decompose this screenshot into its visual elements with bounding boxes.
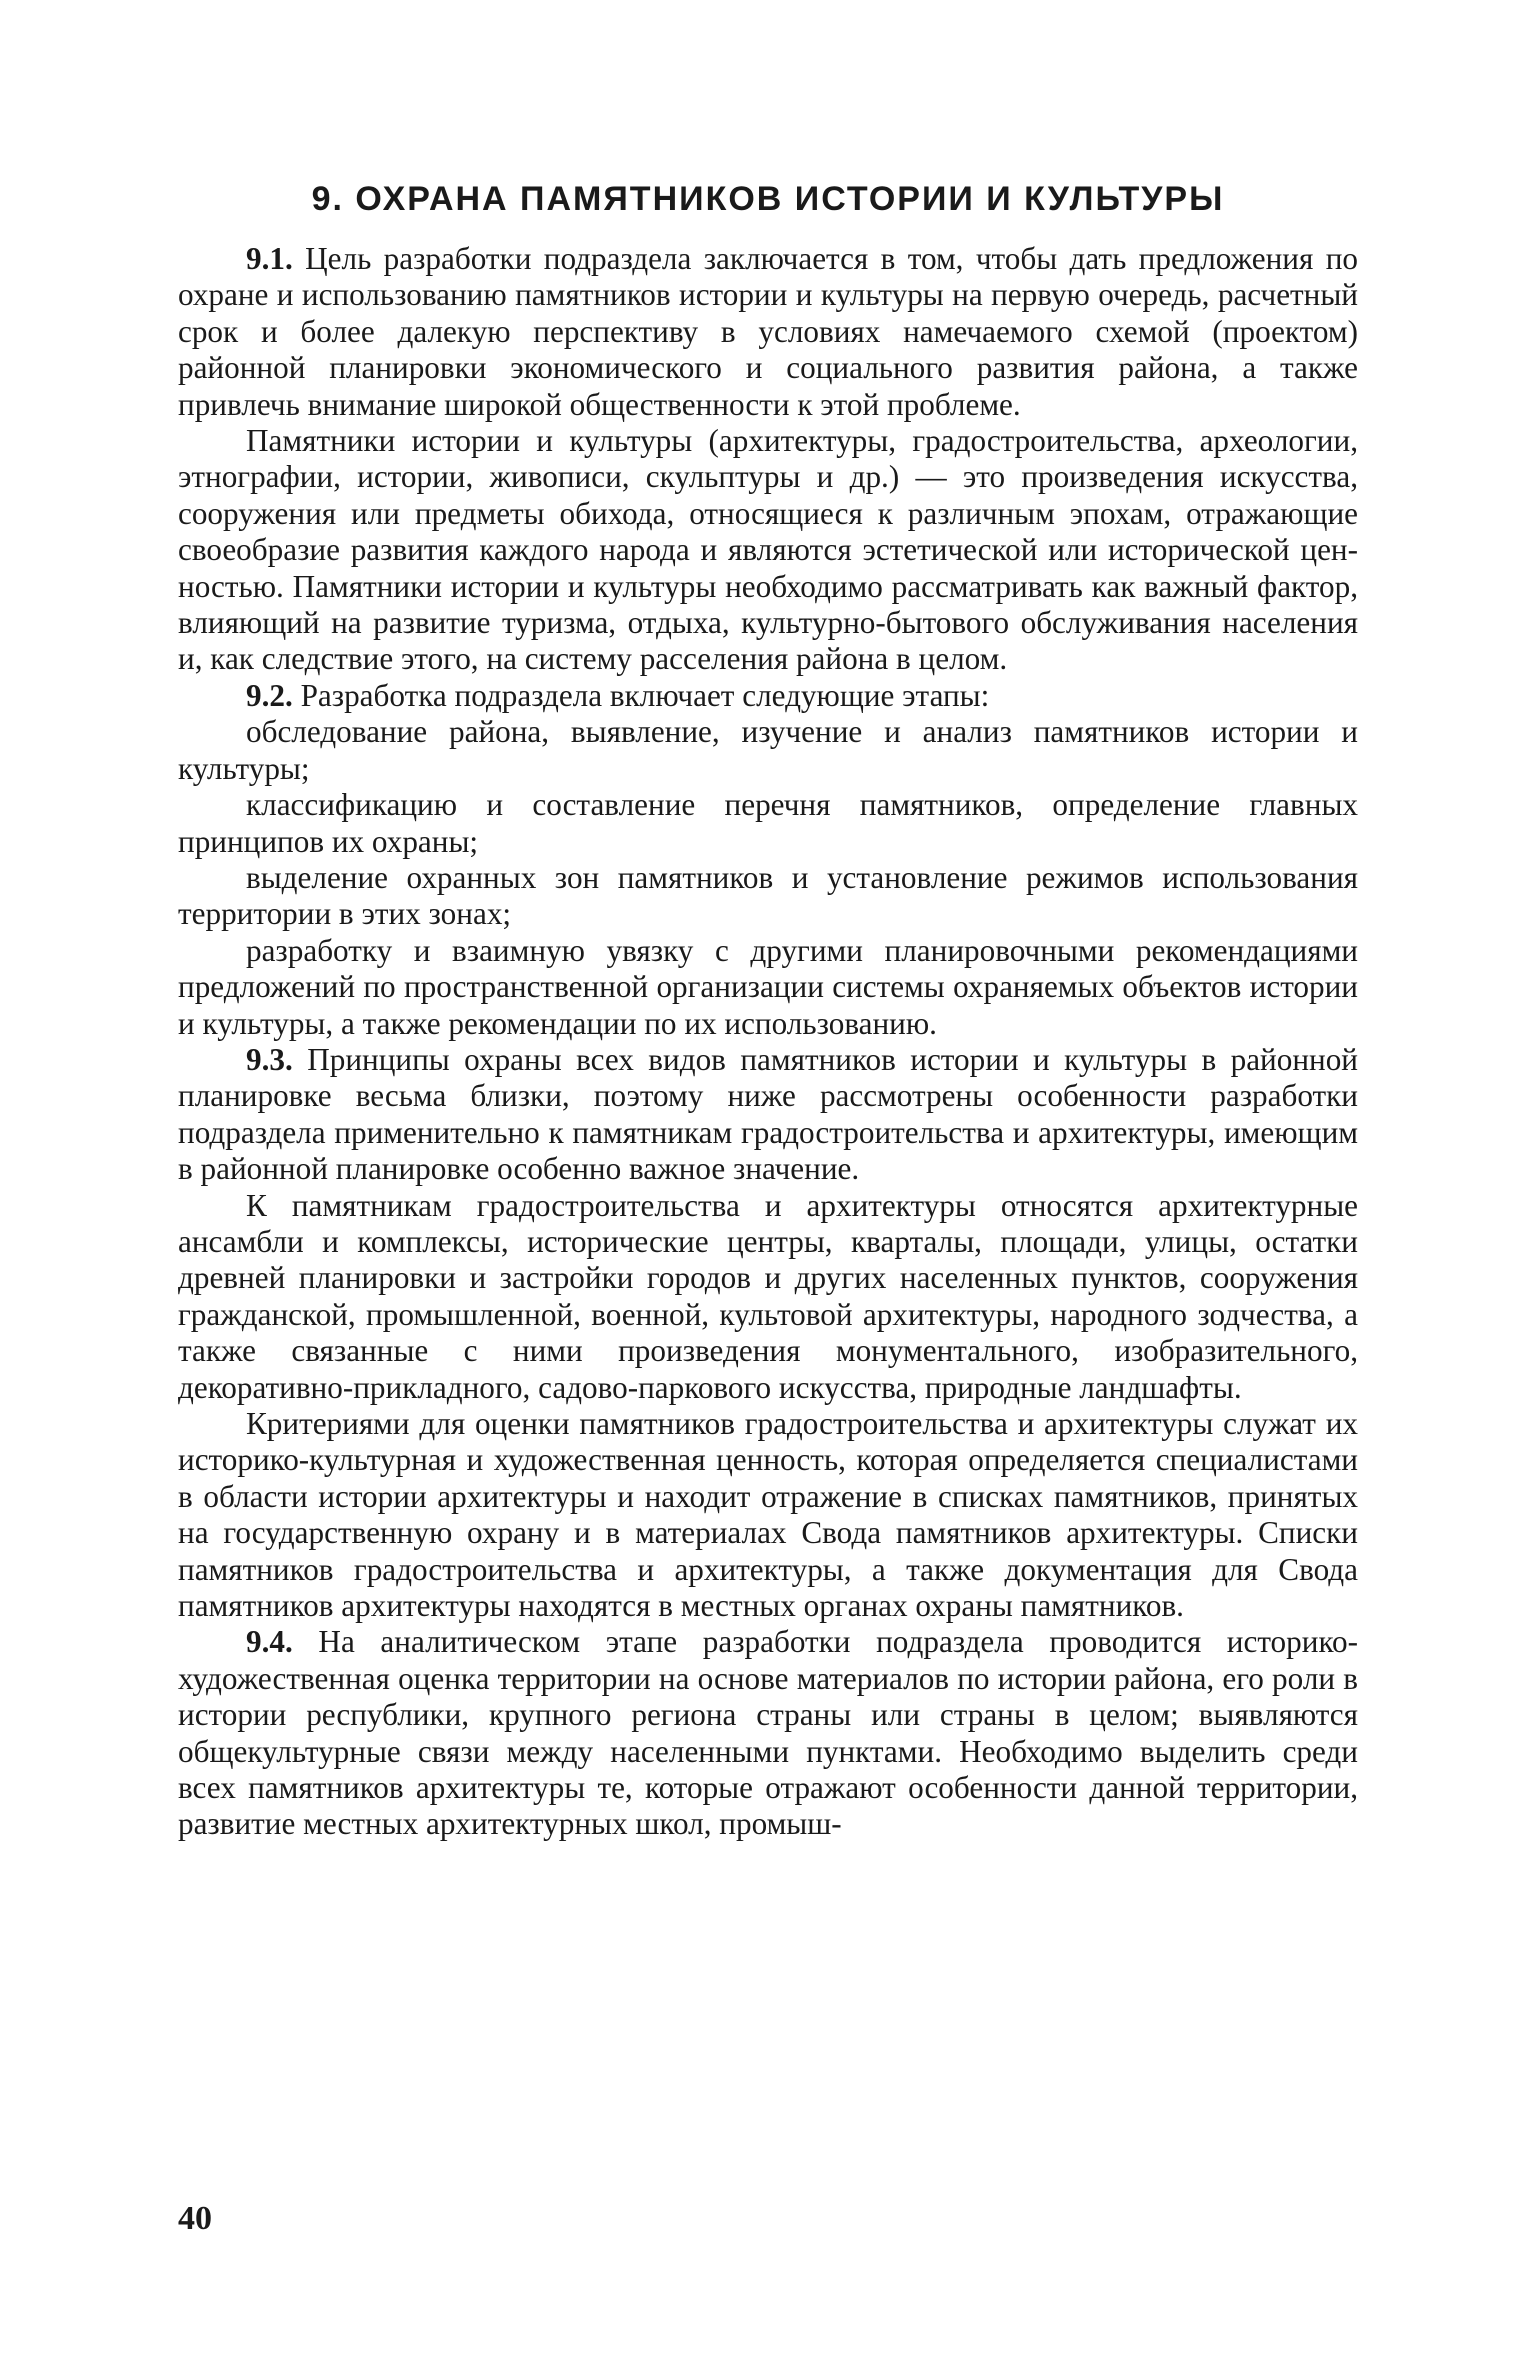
list-item-text: классификацию и составление перечня памятников, определение главных принципов их охраны; <box>178 787 1358 859</box>
paragraph-9-3 <box>178 1042 1358 1188</box>
paragraph-text: Памятники истории и культуры (архитектуры, градостроительства, археологии, этнографии, истории, живописи, скульптуры и др.) — это произведения искусства, сооружения или предметы обихода, относящиеся к различным эпохам, отражающие своеобразие развития каждого народа и являются эстетической или исторической ценностью. Памятники истории и культуры необходимо рассматривать как важный фактор, влияющий на развитие туризма, отдыха, культурно-бытового обслуживания населения и, как следствие этого, на систему расселения района в целом. <box>178 423 1358 677</box>
paragraph-9-1 <box>178 241 1358 423</box>
section-title: 9. ОХРАНА ПАМЯТНИКОВ ИСТОРИИ И КУЛЬТУРЫ <box>311 180 1225 218</box>
paragraph-text: На аналитическом этапе разработки подраздела проводится историко-художественная оценка территории на основе материалов по истории района, его роли в истории республики, крупного региона страны или страны в целом; выявляются общекультурные связи между населенными пунктами. Необходимо выделить среди всех памятников архитектуры те, которые отражают особенности данной территории, развитие местных архитектурных школ, промыш- <box>178 1624 1358 1842</box>
page-number: 40 <box>178 2200 212 2237</box>
paragraph-text: К памятникам градостроительства и архитектуры относятся архитектурные ансамбли и комплексы, исторические центры, кварталы, площади, улицы, остатки древней планировки и застройки городов и других населенных пунктов, сооружения гражданской, промышленной, военной, культовой архитектуры, народного зодчества, а также связанные с ними произведения монументального, изобразительного, декоративно-прикладного, садово-паркового искусства, природные ландшафты. <box>178 1187 1358 1405</box>
paragraph-9-4 <box>178 1624 1358 1842</box>
list-item-classification <box>178 787 1358 860</box>
paragraph-number: 9.1. <box>246 241 293 276</box>
paragraph-text: Цель разработки подраздела заключается в том, чтобы дать предложения по охране и использованию памятников истории и культуры на первую очередь, расчетный срок и более далекую перспективу в условиях намечаемого схемой (проектом) районной планировки экономического и социального развития района, а также привлечь внимание широкой общественности к этой проблеме. <box>178 241 1358 422</box>
paragraph-architecture-monuments <box>178 1188 1358 1406</box>
paragraph-text: Критериями для оценки памятников градостроительства и архитектуры служат их историко-культурная и художественная ценность, которая определяется специалистами в области истории архитектуры и находит отражение в списках памятников, принятых на государственную охрану и в материалах Свода памятников архитектуры. Списки памятников градостроительства и архитектуры, а также документация для Свода памятников архитектуры находятся в местных органах охраны памятников. <box>178 1406 1358 1624</box>
list-item-text: разработку и взаимную увязку с другими планировочными рекомендациями предложений по пространственной организации системы охраняемых объектов истории и культуры, а также рекомендации по их использованию. <box>178 932 1358 1041</box>
list-item-protection-zones <box>178 860 1358 933</box>
page-content <box>178 175 1358 1843</box>
paragraph-9-2 <box>178 678 1358 714</box>
paragraph-number: 9.4. <box>246 1624 293 1660</box>
list-item-text: выделение охранных зон памятников и установление режимов использования территории в этих зонах; <box>178 859 1358 932</box>
paragraph-number: 9.3. <box>246 1041 293 1077</box>
paragraph-text: Разработка подраздела включает следующие этапы: <box>292 677 990 713</box>
paragraph-number: 9.2. <box>246 677 293 713</box>
list-item-text: обследование района, выявление, изучение и анализ памятников истории и культуры; <box>178 714 1358 786</box>
list-item-coordination <box>178 933 1358 1042</box>
paragraph-text: Принципы охраны всех видов памятников истории и культуры в районной планировке весьма близки, поэтому ниже рассмотрены особенности разработки подраздела применительно к памятникам градостроительства и архитектуры, имеющим в районной планировке особенно важное значение. <box>178 1041 1358 1187</box>
paragraph-criteria <box>178 1406 1358 1624</box>
list-item-survey <box>178 714 1358 787</box>
paragraph-monuments-definition <box>178 423 1358 678</box>
